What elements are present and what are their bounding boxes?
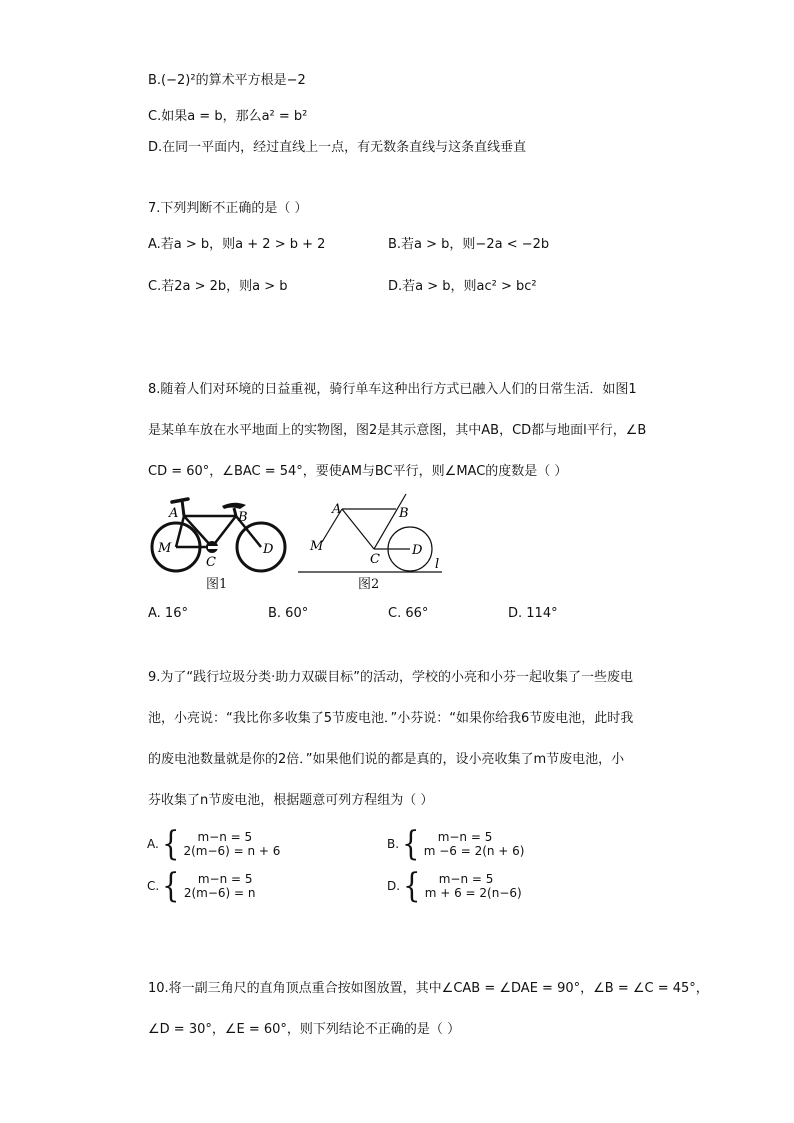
q8-option-c: C. 66° xyxy=(388,606,429,621)
fig2-label-d: D xyxy=(412,543,423,558)
fig1-label-c: C xyxy=(206,555,216,570)
q6-option-b: B.(−2)²的算术平方根是−2 xyxy=(148,73,306,88)
q10-stem-line2: ∠D = 30°，∠E = 60°，则下列结论不正确的是（ ） xyxy=(148,1022,461,1037)
q7-option-a: A.若a > b，则a + 2 > b + 2 xyxy=(148,237,326,252)
q9-option-a xyxy=(147,824,281,864)
fig1-label-d: D xyxy=(263,542,274,557)
q9-option-b-label: B. xyxy=(387,837,400,851)
q10-stem-line1: 10.将一副三角尺的直角顶点重合按如图放置，其中∠CAB = ∠DAE = 90°，∠B = ∠C = 45°， xyxy=(148,981,709,996)
q9-stem-line2: 池，小亮说：“我比你多收集了5节废电池．”小芬说：“如果你给我6节废电池，此时我 xyxy=(148,711,634,726)
fig2-label-m: M xyxy=(310,539,324,554)
q9-option-d-eq2: m + 6 = 2(n−6) xyxy=(424,886,522,900)
fig1-caption: 图1 xyxy=(206,577,228,592)
q9-option-c xyxy=(147,866,256,906)
q9-option-b-eq2: m −6 = 2(n + 6) xyxy=(423,844,525,858)
fig1-label-m: M xyxy=(158,541,172,556)
q9-option-d-eq1: m−n = 5 xyxy=(438,872,494,886)
q7-option-d: D.若a > b，则ac² > bc² xyxy=(388,279,537,294)
q9-option-a-eq2: 2(m−6) = n + 6 xyxy=(183,844,281,858)
bicycle-handlebar xyxy=(172,499,188,502)
q8-option-b: B. 60° xyxy=(268,606,309,621)
q6-option-c: C.如果a = b，那么a² = b² xyxy=(148,109,308,124)
fig2-label-a: A xyxy=(332,502,342,517)
q8-stem-line1: 8.随着人们对环境的日益重视，骑行单车这种出行方式已融入人们的日常生活．如图1 xyxy=(148,382,637,397)
schematic-figure xyxy=(296,492,446,578)
q9-option-d xyxy=(387,866,522,906)
fig1-label-a: A xyxy=(169,506,179,521)
q9-option-b xyxy=(387,824,525,864)
q9-option-a-label: A. xyxy=(147,837,159,851)
fig2-label-c: C xyxy=(370,552,380,567)
brace-icon: { xyxy=(162,866,180,906)
brace-icon: { xyxy=(403,866,421,906)
brace-icon: { xyxy=(161,824,180,864)
fig1-label-b: B xyxy=(238,510,248,525)
bicycle-frame xyxy=(176,516,261,547)
fig2-label-l: l xyxy=(435,557,440,572)
q9-stem-line1: 9.为了“践行垃圾分类·助力双碳目标”的活动，学校的小亮和小芬一起收集了一些废电 xyxy=(148,670,634,685)
q9-option-d-label: D. xyxy=(387,879,401,893)
brace-icon: { xyxy=(402,824,420,864)
segment-ac xyxy=(342,509,374,549)
q9-stem-line4: 芬收集了n节废电池，根据题意可列方程组为（ ） xyxy=(148,793,434,808)
q9-stem-line3: 的废电池数量就是你的2倍．”如果他们说的都是真的，设小亮收集了m节废电池，小 xyxy=(148,752,625,767)
q6-option-d: D.在同一平面内，经过直线上一点，有无数条直线与这条直线垂直 xyxy=(148,140,527,155)
q8-stem-line3: CD = 60°，∠BAC = 54°，要使AM与BC平行，则∠MAC的度数是（ ） xyxy=(148,464,568,479)
q8-stem-line2: 是某单车放在水平地面上的实物图，图2是其示意图，其中AB，CD都与地面l平行，∠B xyxy=(148,423,647,438)
q9-option-b-eq1: m−n = 5 xyxy=(437,830,493,844)
q7-stem: 7.下列判断不正确的是（ ） xyxy=(148,201,308,216)
q9-option-c-label: C. xyxy=(147,879,160,893)
q8-option-a: A. 16° xyxy=(148,606,188,621)
fig2-label-b: B xyxy=(399,506,409,521)
q8-option-d: D. 114° xyxy=(508,606,558,621)
fig2-caption: 图2 xyxy=(358,577,380,592)
q9-option-a-eq1: m−n = 5 xyxy=(197,830,253,844)
q9-option-c-eq1: m−n = 5 xyxy=(197,872,253,886)
q7-option-c: C.若2a > 2b，则a > b xyxy=(148,279,288,294)
q7-option-b: B.若a > b，则−2a < −2b xyxy=(388,237,550,252)
q9-option-c-eq2: 2(m−6) = n xyxy=(183,886,256,900)
